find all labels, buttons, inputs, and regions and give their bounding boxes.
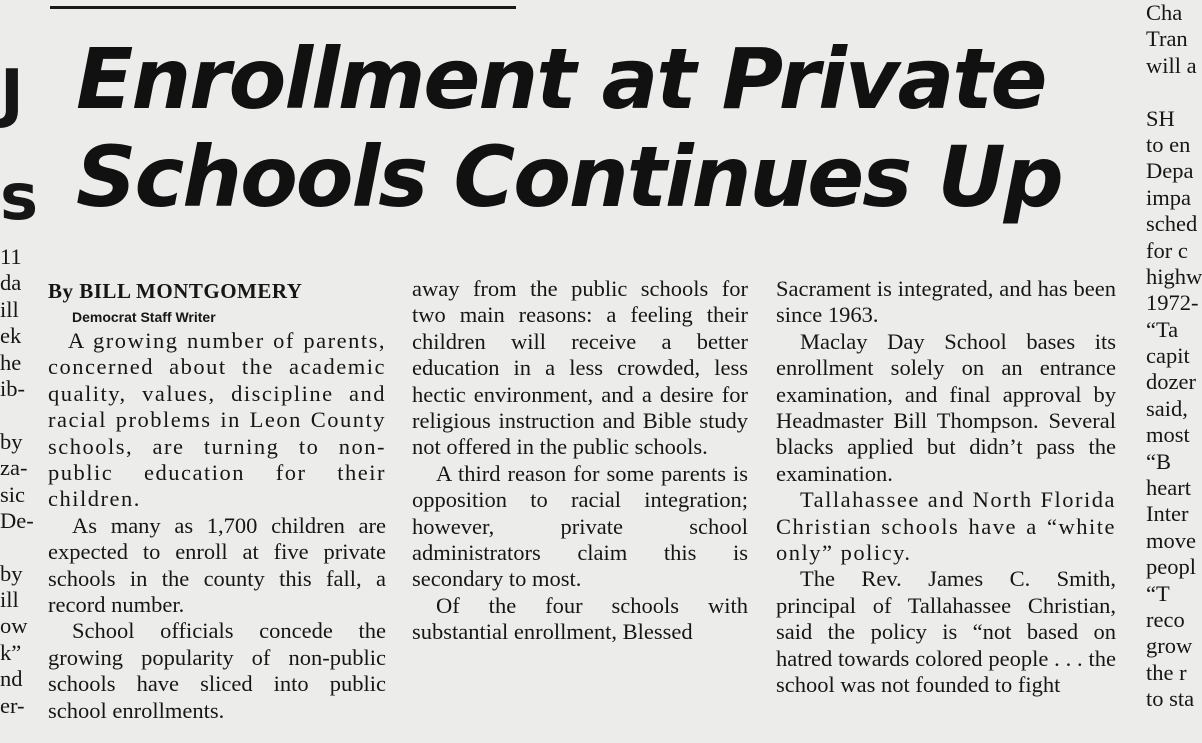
left-fragment-line: ow [0, 613, 28, 639]
staff-line: Democrat Staff Writer [72, 309, 216, 325]
right-fragment-line: 1972- [1146, 290, 1199, 316]
right-fragment-line: SH [1146, 105, 1175, 131]
right-fragment-line: “B [1146, 448, 1171, 474]
right-fragment-line: most [1146, 422, 1190, 448]
left-fragment-line: ek [0, 323, 22, 349]
paragraph: A growing number of parents, concerned about the academic quality, values, discipline and racial problems in Leon County schools, are turning to non-public education for their children. [48, 328, 386, 512]
right-fragment-line: dozer [1146, 369, 1196, 395]
right-fragment-line: impa [1146, 184, 1191, 210]
article-column-2 [412, 276, 748, 646]
right-fragment-line: reco [1146, 606, 1185, 632]
right-fragment-line: highw [1146, 263, 1202, 289]
paragraph: The Rev. James C. Smith, principal of Tallahassee Christian, said the policy is “not based on hatred towards colored people . . . the school was not founded to fight [776, 566, 1116, 698]
left-fragment-line: nd [0, 666, 23, 692]
left-fragment-line [0, 534, 22, 560]
top-rule [50, 6, 516, 9]
left-fragment-line: er- [0, 692, 25, 718]
article-column-3 [776, 276, 1116, 699]
right-fragment-line: heart [1146, 475, 1191, 501]
right-fragment-line: Depa [1146, 158, 1194, 184]
right-fragment-line: to sta [1146, 686, 1195, 712]
right-fragment-line: “Ta [1146, 316, 1179, 342]
paragraph: As many as 1,700 children are expected to enroll at five private schools in the county this fall, a record number. [48, 512, 386, 618]
left-big-letter-1: J [0, 57, 24, 131]
right-fragment-line: will a [1146, 52, 1197, 78]
right-fragment-line [1146, 79, 1200, 105]
left-fragment-line: k” [0, 639, 22, 665]
right-fragment-line: Tran [1146, 26, 1188, 52]
left-column-fragment [0, 57, 39, 719]
right-column-fragment [1146, 0, 1200, 713]
right-fragment-line: “T [1146, 580, 1170, 606]
left-fragment-line: by [0, 560, 23, 586]
left-big-letter-2: s [0, 161, 39, 235]
paragraph: A third reason for some parents is opposition to racial integration; however, private school administrators claim this is secondary to most. [412, 460, 748, 592]
left-fragment-line: ib- [0, 375, 25, 401]
left-fragment-line: sic [0, 481, 25, 507]
right-fragment-line: capit [1146, 343, 1190, 369]
right-fragment-line: the r [1146, 659, 1187, 685]
paragraph: Tallahassee and North Florida Christian schools have a “white only” policy. [776, 487, 1116, 566]
paragraph: away from the public schools for two main reasons: a feeling their children will receive a better education in a less crowded, less hectic environment, and a desire for religious instruction and Bible study not offered in the public schools. [412, 276, 748, 460]
right-fragment-line: sched [1146, 211, 1198, 237]
right-fragment-line: Inter [1146, 501, 1189, 527]
left-fragment-line: he [0, 349, 22, 375]
left-fragment-line: da [0, 270, 22, 296]
paragraph: Sacrament is integrated, and has been since 1963. [776, 276, 1116, 328]
right-fragment-line: for c [1146, 237, 1188, 263]
left-fragment-line: ill [0, 587, 19, 613]
left-fragment-line: za- [0, 455, 28, 481]
paragraph: School officials concede the growing popularity of non-public schools have sliced into public school enrollments. [48, 618, 386, 723]
left-fragment-list [0, 244, 34, 719]
paragraph: Maclay Day School bases its enrollment solely on an entrance examination, and final approval by Headmaster Bill Thompson. Several blacks applied but didn’t pass the examination. [776, 328, 1116, 486]
left-fragment-line: by [0, 428, 23, 454]
right-fragment-line: Cha [1146, 0, 1183, 25]
article-column-1 [48, 276, 386, 724]
right-fragment-line: grow [1146, 633, 1193, 659]
right-fragment-line: move [1146, 527, 1196, 553]
left-fragment-line: 11 [0, 244, 22, 269]
byline: By BILL MONTGOMERY [48, 279, 303, 303]
right-fragment-line: to en [1146, 131, 1191, 157]
right-fragment-line: peopl [1146, 554, 1196, 580]
left-fragment-line: ill [0, 296, 19, 322]
left-fragment-line [0, 402, 22, 428]
left-fragment-line: De- [0, 507, 34, 533]
headline: Enrollment at Private Schools Continues Up [76, 30, 1062, 226]
right-fragment-line: said, [1146, 395, 1188, 421]
paragraph: Of the four schools with substantial enrollment, Blessed [412, 592, 748, 645]
